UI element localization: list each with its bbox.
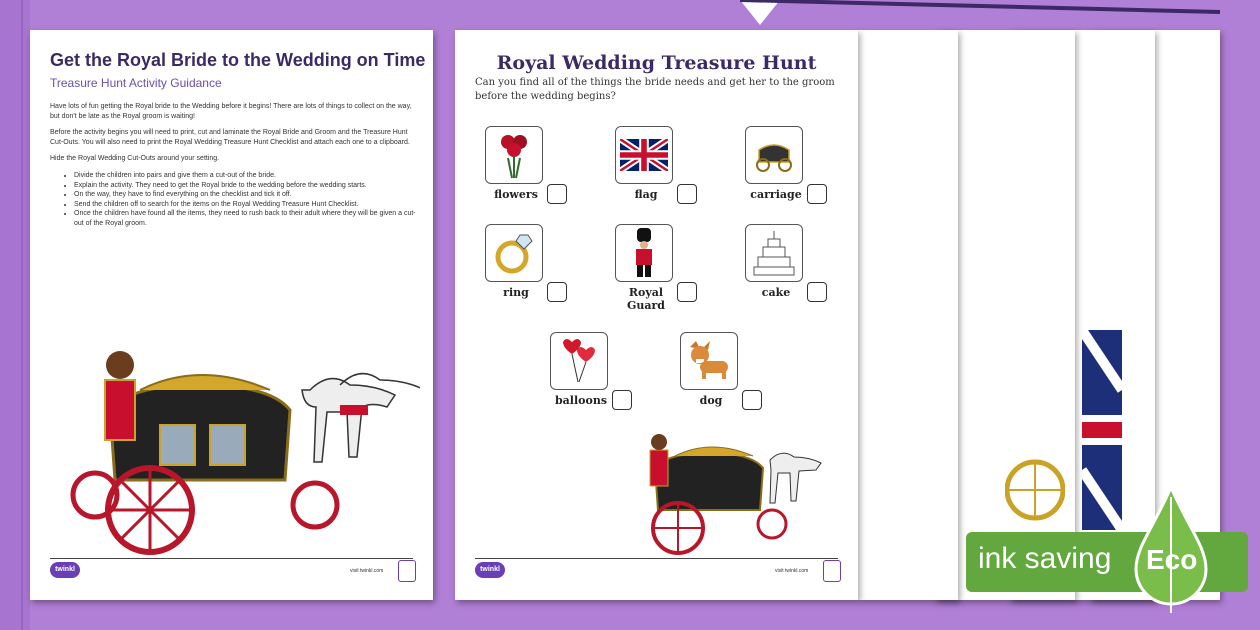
roses-icon [485, 126, 543, 184]
footer-url: visit twinkl.com [350, 568, 384, 574]
tick-box[interactable] [742, 390, 762, 410]
item-label: flag [634, 188, 658, 201]
guide-step: • Once the children have found all the items, they need to rush back to their adult where they will be given a cut-out of the Royal groom. [74, 209, 422, 228]
quality-badge-icon [398, 560, 416, 582]
royal-guard-icon [615, 224, 673, 282]
tick-box[interactable] [677, 184, 697, 204]
carriage-icon [745, 126, 803, 184]
twinkl-logo: twinkl [50, 562, 80, 578]
guide-body [50, 102, 422, 229]
guide-step: • Explain the activity. They need to get the Royal bride to the wedding before the wedding starts. [74, 181, 422, 191]
guide-steps-list [50, 171, 422, 229]
tick-box[interactable] [807, 184, 827, 204]
item-label: balloons [554, 394, 608, 407]
guide-step: • On the way, they have to find everything on the checklist and tick it off. [74, 190, 422, 200]
corgi-icon [680, 332, 738, 390]
hunt-prompt: Can you find all of the things the bride needs and get her to the groom before the wedding begins? [475, 77, 835, 102]
checklist-item-balloons [550, 332, 660, 407]
heart-balloons-icon [550, 332, 608, 390]
checklist-item-dog [680, 332, 790, 407]
footer-url: visit twinkl.com [775, 568, 809, 574]
ink-saving-eco-badge [966, 532, 1248, 592]
item-label: cake [761, 286, 791, 299]
checklist-item-cake [745, 224, 855, 299]
guidance-page [30, 30, 433, 600]
checklist-item-ring [485, 224, 595, 299]
guide-step: • Send the children off to search for the items on the Royal Wedding Treasure Hunt Checklist. [74, 200, 422, 210]
footer-divider [50, 558, 413, 559]
wedding-cake-icon [745, 224, 803, 282]
back-page-1 [858, 30, 958, 600]
carriage-wheel-image [1005, 410, 1065, 530]
guide-subtitle: Treasure Hunt Activity Guidance [50, 76, 222, 90]
royal-carriage-illustration [50, 330, 420, 560]
eco-label: Eco [1146, 544, 1198, 575]
treasure-hunt-page [455, 30, 858, 600]
checklist-item-flag [615, 126, 725, 201]
ring-icon [485, 224, 543, 282]
checklist-item-flowers [485, 126, 595, 201]
item-label: carriage [750, 188, 802, 201]
twinkl-logo: twinkl [475, 562, 505, 578]
tick-box[interactable] [612, 390, 632, 410]
checklist-item-carriage [745, 126, 855, 201]
guide-title: Get the Royal Bride to the Wedding on Time [50, 50, 426, 70]
tick-box[interactable] [547, 184, 567, 204]
tick-box[interactable] [677, 282, 697, 302]
union-jack-image [1082, 330, 1122, 530]
footer-divider [475, 558, 838, 559]
hunt-title: Royal Wedding Treasure Hunt [496, 52, 817, 74]
item-label: Royal Guard [626, 286, 665, 312]
item-label: ring [503, 286, 529, 299]
checklist-item-royal-guard [615, 224, 725, 312]
guide-paragraph: Have lots of fun getting the Royal bride to the Wedding before it begins! There are lots of things to collect on the way, but don't be late as the Royal groom is waiting! [50, 103, 412, 120]
guide-paragraph: Before the activity begins you will need to print, cut and laminate the Royal Bride and Groom and the Treasure Hunt Cut-Outs. You will also need to print the Royal Wedding Treasure Hunt Checklist and attach each one to a clipboard. [50, 129, 410, 146]
royal-carriage-illustration [620, 420, 840, 555]
union-jack-icon [615, 126, 673, 184]
guide-paragraph: Hide the Royal Wedding Cut-Outs around your setting. [50, 155, 220, 163]
ink-saving-label: ink saving [978, 542, 1112, 575]
guide-step: • Divide the children into pairs and give them a cut-out of the bride. [74, 171, 422, 181]
tick-box[interactable] [547, 282, 567, 302]
tick-box[interactable] [807, 282, 827, 302]
item-label: flowers [494, 188, 538, 201]
quality-badge-icon [823, 560, 841, 582]
background-frame-decoration [0, 0, 30, 630]
item-label: dog [699, 394, 723, 407]
